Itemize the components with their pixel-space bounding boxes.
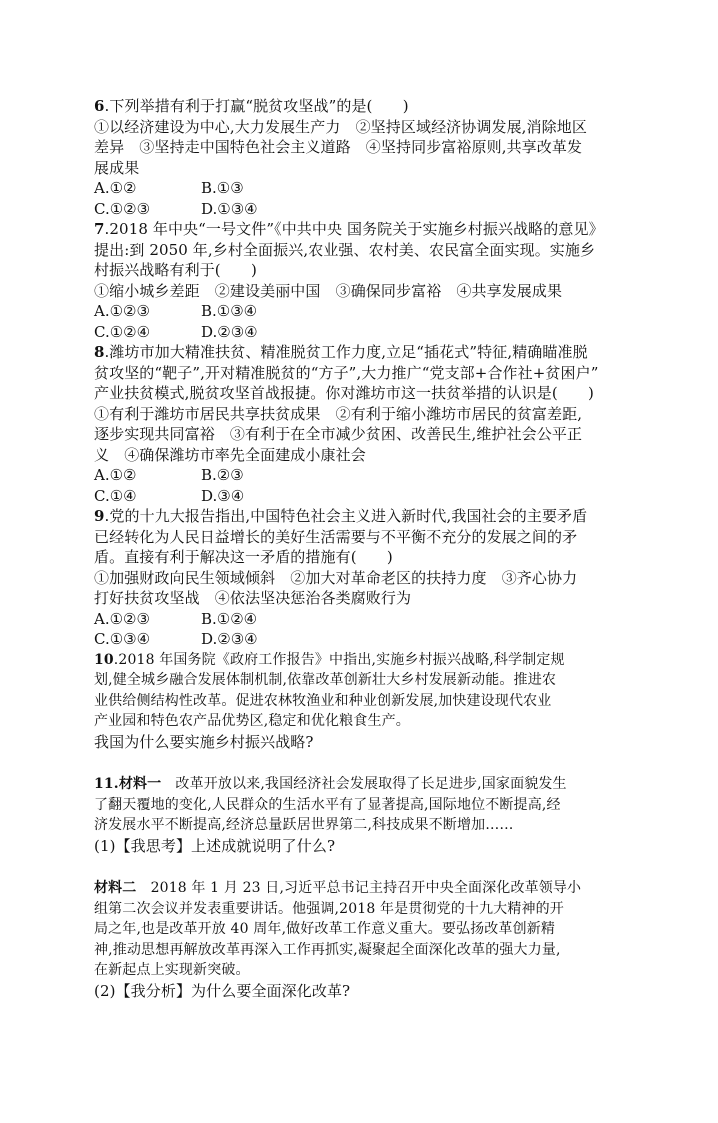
option-c[interactable]: C.①④ [94,486,137,505]
question-stem: 村振兴战略有利于( ) [94,261,257,279]
question-number: 6 [94,97,105,115]
question-stem: 产业扶贫模式,脱贫攻坚首战报捷。你对潍坊市这一扶贫举措的认识是( ) [94,384,594,402]
options-row [94,486,634,507]
option-a[interactable]: A.①②③ [94,609,150,628]
question-9 [94,506,634,650]
option-b[interactable]: B.②③ [201,466,244,484]
material-text: 组第二次会议并发表重要讲话。他强调,2018 年是贯彻党的十九大精神的开 [94,900,564,917]
question-stem: .下列举措有利于打赢“脱贫攻坚战”的是( ) [104,97,409,115]
option-d[interactable]: D.②③④ [201,630,258,648]
choice-items-line: ①以经济建设为中心,大力发展生产力 ②坚持区域经济协调发展,消除地区 [94,117,587,136]
option-c[interactable]: C.①③④ [94,630,151,648]
option-d[interactable]: D.①③④ [201,199,258,218]
choice-items-line: ①缩小城乡差距 ②建设美丽中国 ③确保同步富裕 ④共享发展成果 [94,281,563,300]
option-a[interactable]: A.①②③ [94,302,150,320]
material-text: 业供给侧结构性改革。促进农林牧渔业和种业创新发展,加快建设现代农业 [94,692,552,709]
question-stem: .潍坊市加大精准扶贫、精准脱贫工作力度,立足“插花式”特征,精确瞄准脱 [104,343,588,361]
options-row [94,465,634,486]
material-text: 了翻天覆地的变化,人民群众的生活水平有了显著提高,国际地位不断提高,经 [94,796,561,813]
question-6 [94,96,634,219]
choice-items-line: 义 ④确保潍坊市率先全面建成小康社会 [94,445,366,464]
spacer [94,752,634,774]
material-text: 划,健全城乡融合发展体制机制,依靠改革创新壮大乡村发展新动能。推进农 [94,672,556,688]
choice-items-line: 打好扶贫攻坚战 ④依法坚决惩治各类腐败行为 [94,589,412,607]
choice-items-line: ①有利于潍坊市居民共享扶贫成果 ②有利于缩小潍坊市居民的贫富差距, [94,404,583,423]
question-stem: 贫攻坚的“靶子”,开对精准脱贫的“方子”,大力推广“党支部+合作社+贫困户” [94,363,599,382]
material-text: 改革开放以来,我国经济社会发展取得了长足进步,国家面貌发生 [161,776,567,792]
option-b[interactable]: B.①③④ [201,302,258,320]
question-stem: 提出:到 2050 年,乡村全面振兴,农业强、农村美、农民富全面实现。实施乡 [94,240,596,259]
choice-items-line: 差异 ③坚持走中国特色社会主义道路 ④坚持同步富裕原则,共享改革发 [94,138,583,156]
material-text: 产业园和特色农产品优势区,稳定和优化粮食生产。 [94,713,410,729]
options-row [94,322,634,343]
material-text: 2018 年 1 月 23 日,习近平总书记主持召开中央全面深化改革领导小 [136,880,582,896]
question-number: 9 [94,507,105,525]
question-stem: .2018 年中央“一号文件”《中共中央 国务院关于实施乡村振兴战略的意见》 [104,220,604,238]
options-row [94,199,634,220]
question-stem: 已经转化为人民日益增长的美好生活需要与不平衡不充分的发展之间的矛 [94,527,578,546]
material-text: 济发展水平不断提高,经济总量跃居世界第二,科技成果不断增加…… [94,817,514,833]
question-11 [94,774,634,1001]
options-row [94,609,634,630]
question-8 [94,342,634,506]
material-label: .材料一 [113,776,162,792]
choice-items-line: 展成果 [94,158,140,177]
material-text: .2018 年国务院《政府工作报告》中指出,实施乡村振兴战略,科学制定规 [113,651,565,668]
option-b[interactable]: B.①③ [201,179,244,197]
question-10 [94,650,634,753]
choice-items-line: ①加强财政向民生领域倾斜 ②加大对革命老区的扶持力度 ③齐心协力 [94,568,578,587]
option-a[interactable]: A.①② [94,466,137,484]
option-c[interactable]: C.①②④ [94,322,151,341]
option-d[interactable]: D.②③④ [201,322,258,341]
choice-items-line: 逐步实现共同富裕 ③有利于在全市减少贫困、改善民生,维护社会公平正 [94,425,583,443]
material-label: 材料二 [94,880,137,896]
question-number: 10 [94,651,114,668]
option-c[interactable]: C.①②③ [94,199,151,218]
options-row [94,178,634,199]
question-prompt: 我国为什么要实施乡村振兴战略? [94,732,314,751]
question-number: 7 [94,220,105,238]
option-b[interactable]: B.①②④ [201,609,258,628]
exam-page [94,96,634,1001]
option-d[interactable]: D.③④ [201,486,245,505]
material-text: 神,推动思想再解放改革再深入工作再抓实,凝聚起全面深化改革的强大力量, [94,941,561,958]
options-row [94,629,634,650]
material-text: 局之年,也是改革开放 40 周年,做好改革工作意义重大。要弘扬改革创新精 [94,921,556,937]
spacer [94,856,634,878]
sub-question-2: (2)【我分析】为什么要全面深化改革? [94,981,351,1000]
question-number: 11 [94,776,114,792]
option-a[interactable]: A.①② [94,179,137,197]
question-number: 8 [94,343,105,361]
options-row [94,301,634,322]
question-7 [94,219,634,342]
question-stem: 盾。直接有利于解决这一矛盾的措施有( ) [94,548,393,566]
sub-question-1: (1)【我思考】上述成就说明了什么? [94,836,336,855]
material-text: 在新起点上实现新突破。 [94,962,250,978]
question-stem: .党的十九大报告指出,中国特色社会主义进入新时代,我国社会的主要矛盾 [104,507,588,525]
